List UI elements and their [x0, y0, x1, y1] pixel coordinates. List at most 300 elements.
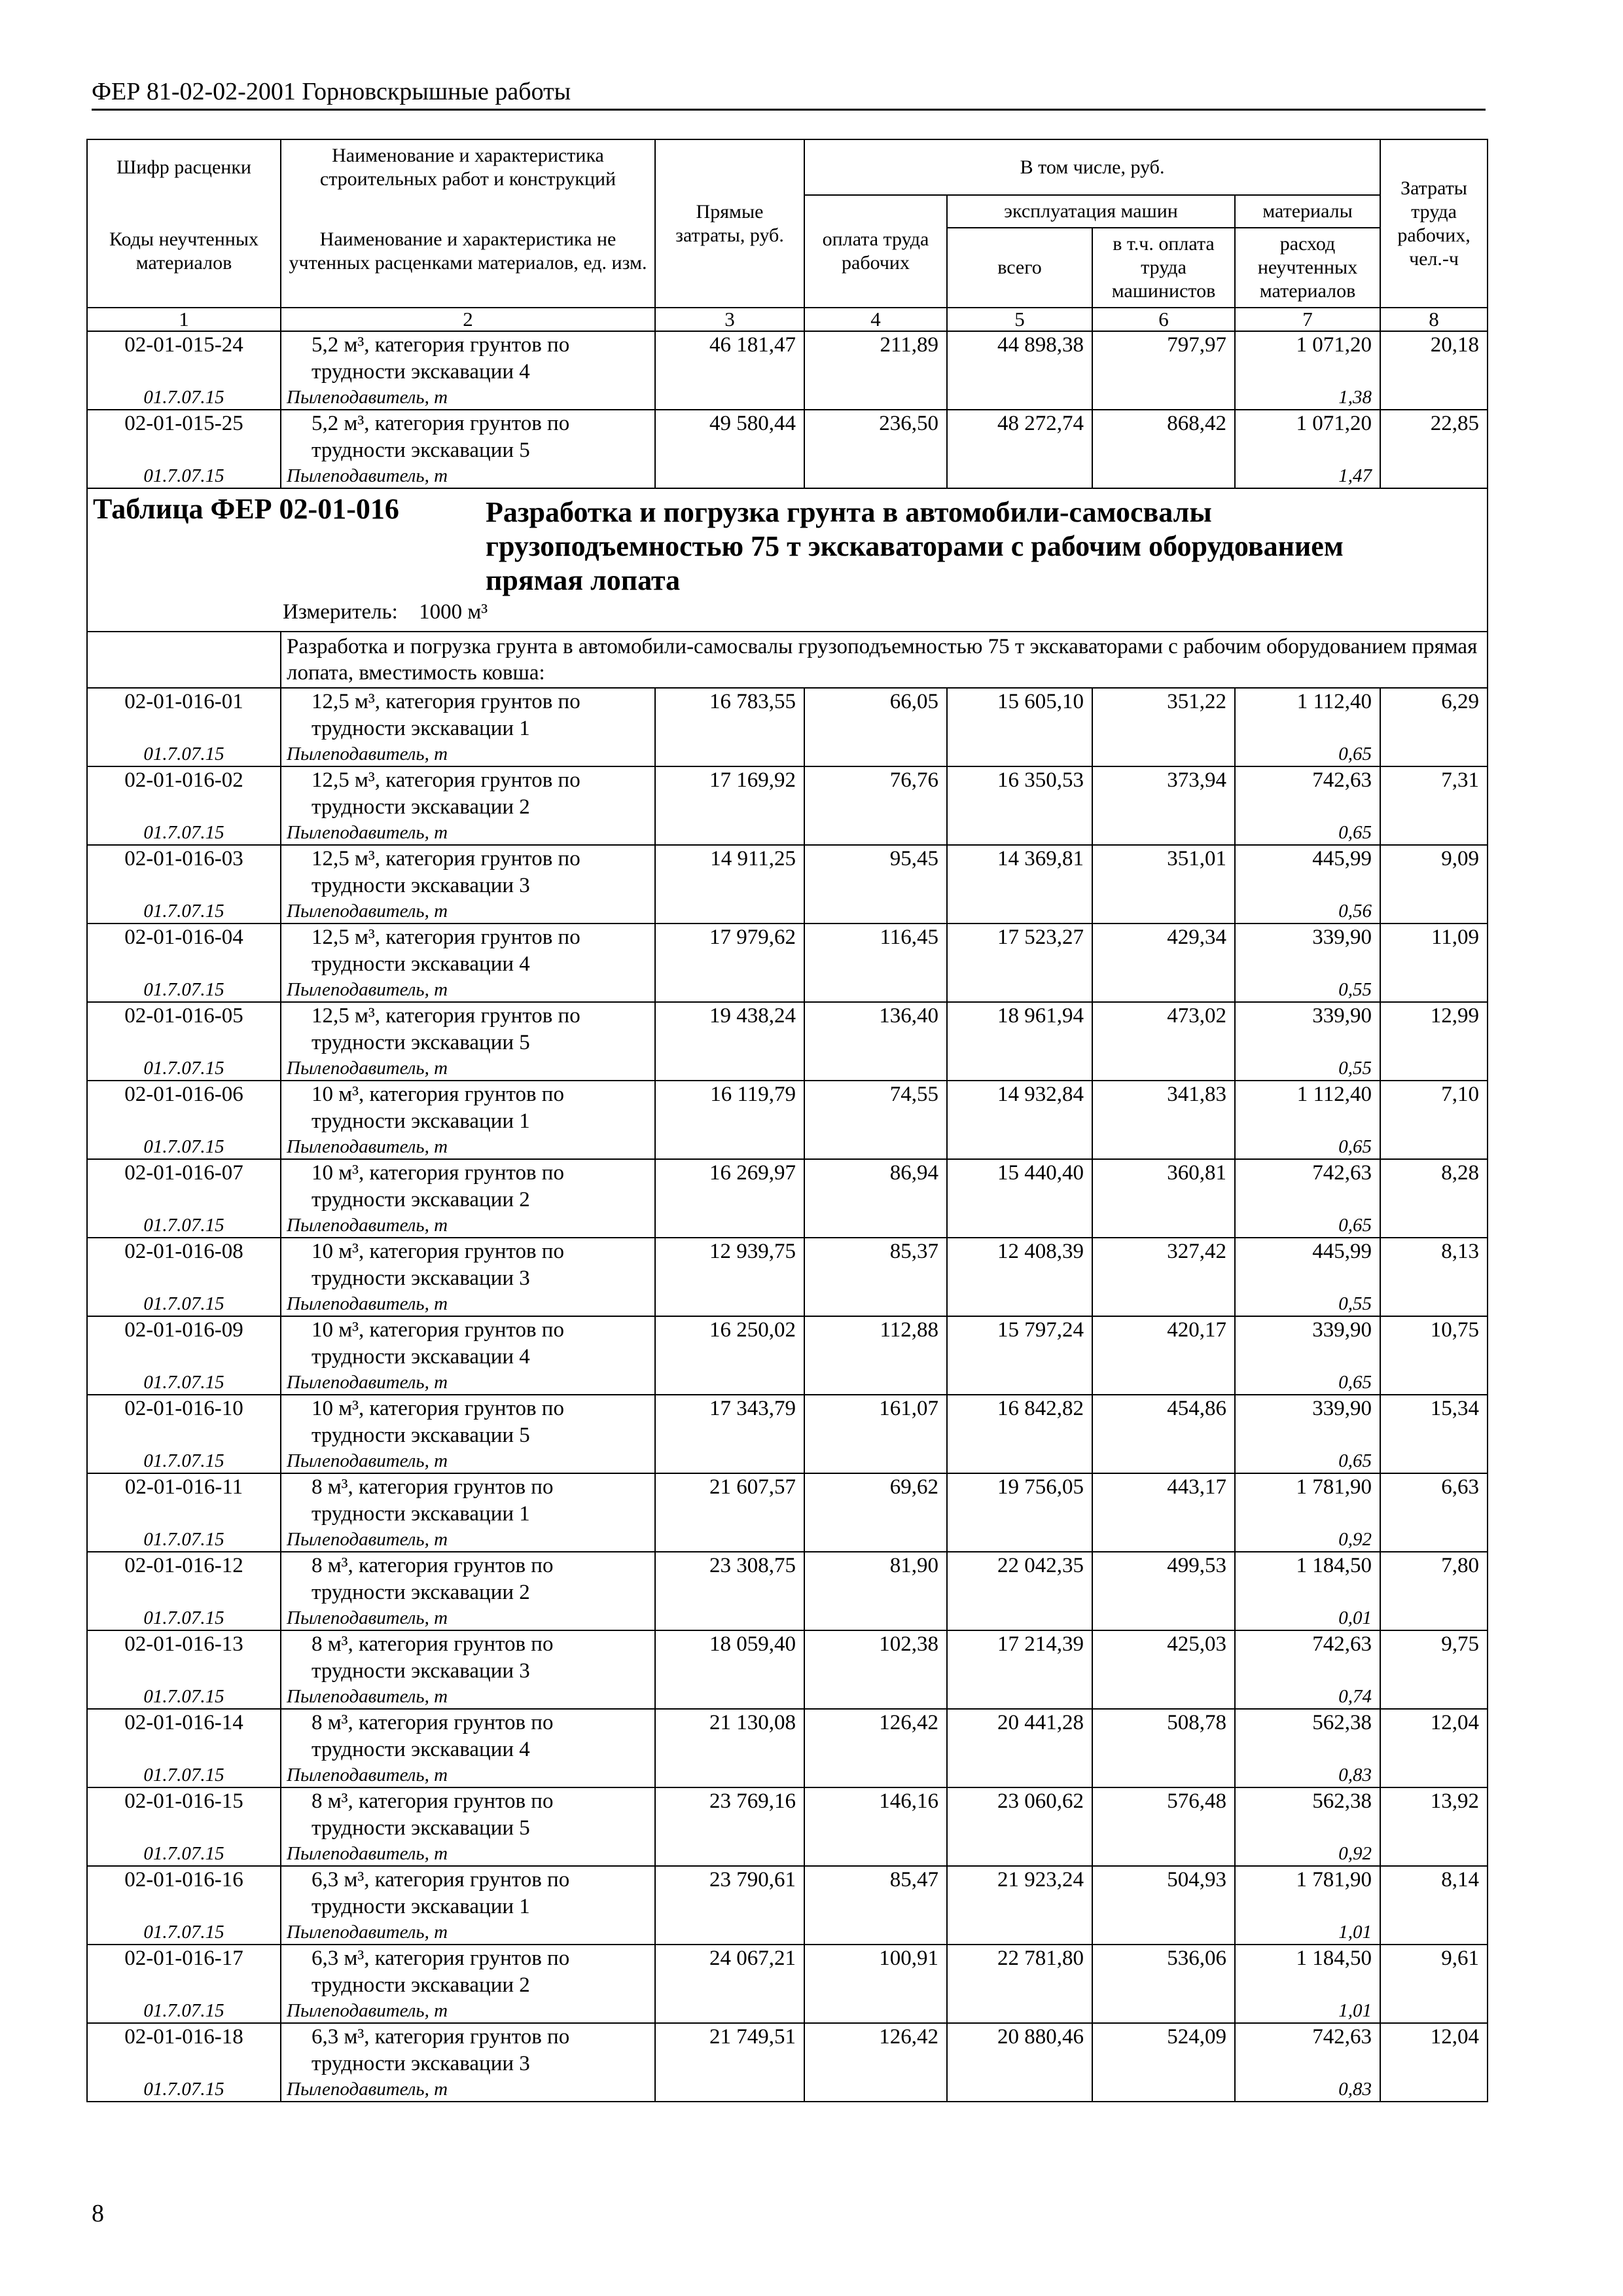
empty-cell	[1380, 1056, 1488, 1081]
empty-cell	[947, 1685, 1092, 1709]
group-description: Разработка и погрузка грунта в автомобили-самосвалы грузоподъемностью 75 т экскаваторами с рабочим оборудованием прямая лопата, вместимость ковша:	[281, 632, 1488, 688]
material-name: Пылеподавитель, т	[281, 1449, 655, 1473]
rate-name-line2: трудности экскавации 2	[312, 1581, 530, 1604]
direct-cost: 24 067,21	[655, 1945, 804, 1999]
empty-cell	[804, 1999, 947, 2023]
materials-cost: 1 781,90	[1235, 1473, 1380, 1528]
rate-name-line2: трудности экскавации 3	[312, 874, 530, 897]
material-code: 01.7.07.15	[87, 1842, 281, 1866]
machines-total: 15 797,24	[947, 1316, 1092, 1371]
col-number: 6	[1092, 308, 1235, 331]
empty-cell	[1380, 464, 1488, 488]
labor-pay: 100,91	[804, 1945, 947, 1999]
rate-name-line1: 12,5 м³, категория грунтов по	[312, 768, 580, 792]
empty-cell	[947, 1842, 1092, 1866]
material-row	[87, 1292, 1488, 1316]
header-labor-pay: оплата труда рабочих	[804, 195, 947, 308]
empty-cell	[1092, 1371, 1235, 1395]
material-qty: 0,01	[1235, 1606, 1380, 1630]
top-rows	[87, 331, 1488, 488]
empty-cell	[1092, 1135, 1235, 1159]
materials-cost: 742,63	[1235, 766, 1380, 821]
material-code: 01.7.07.15	[87, 1056, 281, 1081]
rate-code: 02-01-016-06	[87, 1081, 281, 1135]
machines-total: 22 042,35	[947, 1552, 1092, 1606]
direct-cost: 16 783,55	[655, 688, 804, 742]
direct-cost: 23 769,16	[655, 1787, 804, 1842]
empty-cell	[947, 1763, 1092, 1787]
machines-total: 15 605,10	[947, 688, 1092, 742]
empty-cell	[947, 464, 1092, 488]
empty-cell	[655, 464, 804, 488]
material-name: Пылеподавитель, т	[281, 899, 655, 924]
empty-cell	[804, 386, 947, 410]
header-labor-cost: Затраты труда рабочих, чел.-ч	[1380, 139, 1488, 308]
empty-cell	[1092, 1528, 1235, 1552]
machines-total: 20 441,28	[947, 1709, 1092, 1763]
material-name: Пылеподавитель, т	[281, 1213, 655, 1238]
material-row	[87, 1842, 1488, 1866]
material-name: Пылеподавитель, т	[281, 978, 655, 1002]
labor-hours: 6,29	[1380, 688, 1488, 742]
material-code: 01.7.07.15	[87, 1685, 281, 1709]
material-qty: 0,83	[1235, 2077, 1380, 2102]
materials-cost: 1 184,50	[1235, 1945, 1380, 1999]
table-header	[87, 139, 1488, 331]
empty-cell	[804, 978, 947, 1002]
section-number: Таблица ФЕР 02-01-016	[93, 493, 399, 525]
material-row	[87, 1213, 1488, 1238]
rate-name	[281, 1159, 655, 1213]
material-code: 01.7.07.15	[87, 1606, 281, 1630]
rate-name-line2: трудности экскавации 4	[312, 1345, 530, 1369]
material-name: Пылеподавитель, т	[281, 1371, 655, 1395]
machines-labor: 508,78	[1092, 1709, 1235, 1763]
labor-hours: 9,61	[1380, 1945, 1488, 1999]
materials-cost: 1 184,50	[1235, 1552, 1380, 1606]
rate-name-line1: 8 м³, категория грунтов по	[312, 1554, 554, 1577]
direct-cost: 18 059,40	[655, 1630, 804, 1685]
empty-cell	[655, 1292, 804, 1316]
machines-labor: 504,93	[1092, 1866, 1235, 1920]
rate-name-line2: трудности экскавации 4	[312, 360, 530, 384]
rate-name	[281, 331, 655, 386]
rate-name-line2: трудности экскавации 1	[312, 1502, 530, 1526]
empty-cell	[804, 1213, 947, 1238]
material-qty: 0,65	[1235, 1213, 1380, 1238]
empty-cell	[655, 1685, 804, 1709]
empty-cell	[655, 2077, 804, 2102]
material-row	[87, 1528, 1488, 1552]
empty-cell	[655, 899, 804, 924]
rate-code: 02-01-016-08	[87, 1238, 281, 1292]
empty-cell	[655, 978, 804, 1002]
machines-labor: 536,06	[1092, 1945, 1235, 1999]
empty-cell	[655, 1920, 804, 1945]
empty-cell	[804, 1606, 947, 1630]
rate-row	[87, 2023, 1488, 2077]
materials-cost: 1 071,20	[1235, 331, 1380, 386]
empty-cell	[804, 821, 947, 845]
empty-cell	[1092, 1920, 1235, 1945]
material-qty: 0,83	[1235, 1763, 1380, 1787]
labor-pay: 102,38	[804, 1630, 947, 1685]
machines-labor: 351,22	[1092, 688, 1235, 742]
materials-cost: 1 071,20	[1235, 410, 1380, 464]
material-qty: 0,65	[1235, 742, 1380, 766]
labor-hours: 10,75	[1380, 1316, 1488, 1371]
material-row	[87, 1763, 1488, 1787]
direct-cost: 21 607,57	[655, 1473, 804, 1528]
material-row	[87, 821, 1488, 845]
empty-cell	[655, 1763, 804, 1787]
machines-labor: 420,17	[1092, 1316, 1235, 1371]
rate-name-line2: трудности экскавации 5	[312, 1816, 530, 1840]
empty-cell	[655, 1135, 804, 1159]
materials-cost: 1 112,40	[1235, 688, 1380, 742]
labor-hours: 7,31	[1380, 766, 1488, 821]
empty-cell	[1092, 978, 1235, 1002]
material-name: Пылеподавитель, т	[281, 1135, 655, 1159]
rate-name-line1: 5,2 м³, категория грунтов по	[312, 412, 570, 435]
materials-cost: 1 112,40	[1235, 1081, 1380, 1135]
empty-cell	[1092, 1213, 1235, 1238]
empty-cell	[947, 1292, 1092, 1316]
empty-cell	[655, 1528, 804, 1552]
empty-cell	[1380, 1292, 1488, 1316]
header-name: Наименование и характеристика строительных работ и конструкций	[281, 139, 655, 195]
empty-cell	[1092, 1763, 1235, 1787]
labor-hours: 12,99	[1380, 1002, 1488, 1056]
machines-labor: 797,97	[1092, 331, 1235, 386]
empty-cell	[947, 1056, 1092, 1081]
labor-pay: 112,88	[804, 1316, 947, 1371]
labor-hours: 7,10	[1380, 1081, 1488, 1135]
empty-cell	[1092, 2077, 1235, 2102]
empty-cell	[947, 1213, 1092, 1238]
rate-row	[87, 1945, 1488, 1999]
materials-cost: 339,90	[1235, 1002, 1380, 1056]
empty-cell	[804, 1135, 947, 1159]
rate-row	[87, 1630, 1488, 1685]
rate-name-line2: трудности экскавации 2	[312, 1973, 530, 1997]
machines-labor: 341,83	[1092, 1081, 1235, 1135]
material-name: Пылеподавитель, т	[281, 1999, 655, 2023]
labor-pay: 66,05	[804, 688, 947, 742]
rate-code: 02-01-016-13	[87, 1630, 281, 1685]
meter-label: Измеритель:	[283, 600, 398, 624]
empty-cell	[1092, 1056, 1235, 1081]
material-row	[87, 464, 1488, 488]
rate-row	[87, 1238, 1488, 1292]
empty-cell	[804, 899, 947, 924]
empty-cell	[1380, 1763, 1488, 1787]
materials-cost: 339,90	[1235, 1316, 1380, 1371]
machines-labor: 360,81	[1092, 1159, 1235, 1213]
header-rule	[92, 109, 1486, 111]
empty-cell	[655, 1449, 804, 1473]
material-code: 01.7.07.15	[87, 386, 281, 410]
col-number: 7	[1235, 308, 1380, 331]
rate-name-line1: 6,3 м³, категория грунтов по	[312, 1868, 570, 1892]
empty-cell	[1092, 1606, 1235, 1630]
labor-pay: 146,16	[804, 1787, 947, 1842]
material-row	[87, 1685, 1488, 1709]
rate-name	[281, 1630, 655, 1685]
rate-row	[87, 1159, 1488, 1213]
empty-cell	[655, 742, 804, 766]
header-code-materials: Коды неучтенных материалов	[87, 195, 281, 308]
rate-name	[281, 924, 655, 978]
empty-cell	[1380, 1528, 1488, 1552]
labor-hours: 22,85	[1380, 410, 1488, 464]
labor-hours: 20,18	[1380, 331, 1488, 386]
rate-code: 02-01-016-16	[87, 1866, 281, 1920]
rate-row	[87, 845, 1488, 899]
rate-row	[87, 688, 1488, 742]
rate-name	[281, 1709, 655, 1763]
labor-pay: 211,89	[804, 331, 947, 386]
empty-cell	[655, 1999, 804, 2023]
labor-hours: 15,34	[1380, 1395, 1488, 1449]
material-name: Пылеподавитель, т	[281, 821, 655, 845]
direct-cost: 17 169,92	[655, 766, 804, 821]
col-number: 4	[804, 308, 947, 331]
empty-cell	[947, 1920, 1092, 1945]
rate-code: 02-01-016-05	[87, 1002, 281, 1056]
empty-cell	[804, 1842, 947, 1866]
machines-labor: 327,42	[1092, 1238, 1235, 1292]
header-machines: эксплуатация машин	[947, 195, 1235, 228]
labor-hours: 8,14	[1380, 1866, 1488, 1920]
header-incl: В том числе, руб.	[804, 139, 1380, 195]
rate-name-line1: 6,3 м³, категория грунтов по	[312, 2025, 570, 2049]
rate-name	[281, 1316, 655, 1371]
material-row	[87, 1999, 1488, 2023]
material-row	[87, 1449, 1488, 1473]
rate-name	[281, 1238, 655, 1292]
empty-cell	[1092, 742, 1235, 766]
labor-pay: 161,07	[804, 1395, 947, 1449]
empty-cell	[1380, 1371, 1488, 1395]
rate-row	[87, 766, 1488, 821]
rate-name	[281, 2023, 655, 2077]
empty-cell	[804, 1371, 947, 1395]
rate-code: 02-01-016-11	[87, 1473, 281, 1528]
section-header	[87, 488, 1488, 688]
material-code: 01.7.07.15	[87, 899, 281, 924]
labor-pay: 69,62	[804, 1473, 947, 1528]
empty-cell	[804, 1763, 947, 1787]
direct-cost: 21 130,08	[655, 1709, 804, 1763]
rate-code: 02-01-016-15	[87, 1787, 281, 1842]
machines-total: 14 369,81	[947, 845, 1092, 899]
materials-cost: 339,90	[1235, 924, 1380, 978]
direct-cost: 46 181,47	[655, 331, 804, 386]
empty-cell	[655, 1371, 804, 1395]
rate-row	[87, 1473, 1488, 1528]
rate-row	[87, 1787, 1488, 1842]
rate-row	[87, 1081, 1488, 1135]
direct-cost: 23 308,75	[655, 1552, 804, 1606]
empty-cell	[655, 1213, 804, 1238]
empty-cell	[947, 821, 1092, 845]
rate-name-line1: 5,2 м³, категория грунтов по	[312, 333, 570, 357]
empty-cell	[1380, 1842, 1488, 1866]
header-materials: материалы	[1235, 195, 1380, 228]
empty-cell	[804, 2077, 947, 2102]
material-name: Пылеподавитель, т	[281, 464, 655, 488]
labor-hours: 9,09	[1380, 845, 1488, 899]
material-code: 01.7.07.15	[87, 464, 281, 488]
rate-code: 02-01-016-10	[87, 1395, 281, 1449]
header-materials-sub: расход неучтенных материалов	[1235, 228, 1380, 308]
labor-hours: 13,92	[1380, 1787, 1488, 1842]
rate-row	[87, 1395, 1488, 1449]
material-name: Пылеподавитель, т	[281, 2077, 655, 2102]
machines-total: 48 272,74	[947, 410, 1092, 464]
machines-total: 21 923,24	[947, 1866, 1092, 1920]
material-name: Пылеподавитель, т	[281, 1528, 655, 1552]
empty-cell	[1380, 1920, 1488, 1945]
material-code: 01.7.07.15	[87, 978, 281, 1002]
material-row	[87, 386, 1488, 410]
machines-labor: 576,48	[1092, 1787, 1235, 1842]
rate-name-line1: 10 м³, категория грунтов по	[312, 1240, 564, 1263]
empty-cell	[1380, 386, 1488, 410]
section-title: Разработка и погрузка грунта в автомобили-самосвалы грузоподъемностью 75 т экскаваторами с рабочим оборудованием прямая лопата	[486, 496, 1344, 596]
labor-hours: 8,28	[1380, 1159, 1488, 1213]
material-row	[87, 1056, 1488, 1081]
rate-name-line1: 10 м³, категория грунтов по	[312, 1397, 564, 1420]
material-qty: 1,38	[1235, 386, 1380, 410]
header-machines-incl: в т.ч. оплата труда машинистов	[1092, 228, 1235, 308]
header-code: Шифр расценки	[87, 139, 281, 195]
rate-row	[87, 1866, 1488, 1920]
empty-cell	[804, 464, 947, 488]
empty-cell	[655, 1606, 804, 1630]
machines-labor: 373,94	[1092, 766, 1235, 821]
rate-code: 02-01-016-04	[87, 924, 281, 978]
material-row	[87, 1606, 1488, 1630]
empty-cell	[1092, 1449, 1235, 1473]
material-name: Пылеподавитель, т	[281, 1606, 655, 1630]
empty-cell	[804, 1449, 947, 1473]
machines-total: 17 214,39	[947, 1630, 1092, 1685]
rate-row	[87, 1002, 1488, 1056]
empty-cell	[1092, 1292, 1235, 1316]
empty-cell	[1380, 1999, 1488, 2023]
rate-name-line2: трудности экскавации 2	[312, 795, 530, 819]
empty-cell	[1092, 821, 1235, 845]
material-row	[87, 1920, 1488, 1945]
rate-name-line2: трудности экскавации 1	[312, 1895, 530, 1918]
rate-name-line2: трудности экскавации 5	[312, 439, 530, 462]
rate-name	[281, 1395, 655, 1449]
materials-cost: 562,38	[1235, 1709, 1380, 1763]
labor-pay: 136,40	[804, 1002, 947, 1056]
empty-cell	[947, 1449, 1092, 1473]
rate-code: 02-01-015-25	[87, 410, 281, 464]
labor-hours: 12,04	[1380, 1709, 1488, 1763]
material-qty: 0,55	[1235, 978, 1380, 1002]
machines-total: 17 523,27	[947, 924, 1092, 978]
rate-name	[281, 1002, 655, 1056]
col-number: 1	[87, 308, 281, 331]
rate-code: 02-01-016-01	[87, 688, 281, 742]
rate-code: 02-01-016-17	[87, 1945, 281, 1999]
machines-total: 14 932,84	[947, 1081, 1092, 1135]
empty-cell	[1092, 899, 1235, 924]
rate-name-line1: 8 м³, категория грунтов по	[312, 1475, 554, 1499]
rate-name-line2: трудности экскавации 3	[312, 1659, 530, 1683]
empty-cell	[947, 1371, 1092, 1395]
material-code: 01.7.07.15	[87, 1213, 281, 1238]
materials-cost: 742,63	[1235, 1630, 1380, 1685]
empty-cell	[655, 1056, 804, 1081]
empty-cell	[947, 1135, 1092, 1159]
empty-cell	[947, 742, 1092, 766]
rate-name-line1: 12,5 м³, категория грунтов по	[312, 925, 580, 949]
col-number: 8	[1380, 308, 1488, 331]
labor-hours: 6,63	[1380, 1473, 1488, 1528]
material-code: 01.7.07.15	[87, 1999, 281, 2023]
machines-total: 16 350,53	[947, 766, 1092, 821]
labor-pay: 86,94	[804, 1159, 947, 1213]
materials-cost: 445,99	[1235, 845, 1380, 899]
page-number: 8	[92, 2200, 104, 2227]
rate-name-line1: 10 м³, категория грунтов по	[312, 1083, 564, 1106]
labor-pay: 126,42	[804, 1709, 947, 1763]
material-qty: 0,65	[1235, 1371, 1380, 1395]
labor-pay: 85,37	[804, 1238, 947, 1292]
rate-code: 02-01-016-07	[87, 1159, 281, 1213]
rate-name-line2: трудности экскавации 3	[312, 2052, 530, 2075]
rate-name-line2: трудности экскавации 4	[312, 952, 530, 976]
machines-labor: 351,01	[1092, 845, 1235, 899]
rate-name	[281, 766, 655, 821]
empty-cell	[1380, 1606, 1488, 1630]
empty-cell	[655, 821, 804, 845]
empty-cell	[1092, 464, 1235, 488]
rate-code: 02-01-016-18	[87, 2023, 281, 2077]
empty-cell	[1092, 1842, 1235, 1866]
machines-labor: 473,02	[1092, 1002, 1235, 1056]
rate-name-line1: 8 м³, категория грунтов по	[312, 1632, 554, 1656]
material-row	[87, 742, 1488, 766]
empty-cell	[1092, 386, 1235, 410]
rate-code: 02-01-016-02	[87, 766, 281, 821]
materials-cost: 339,90	[1235, 1395, 1380, 1449]
direct-cost: 17 343,79	[655, 1395, 804, 1449]
material-code: 01.7.07.15	[87, 1763, 281, 1787]
rates-table	[86, 139, 1488, 2102]
rate-code: 02-01-016-09	[87, 1316, 281, 1371]
labor-pay: 236,50	[804, 410, 947, 464]
rate-row	[87, 1709, 1488, 1763]
rate-name	[281, 688, 655, 742]
empty-cell	[1380, 742, 1488, 766]
materials-cost: 1 781,90	[1235, 1866, 1380, 1920]
rate-row	[87, 1316, 1488, 1371]
rate-name-line1: 8 м³, категория грунтов по	[312, 1789, 554, 1813]
material-code: 01.7.07.15	[87, 2077, 281, 2102]
rate-name-line1: 8 м³, категория грунтов по	[312, 1711, 554, 1734]
material-qty: 0,74	[1235, 1685, 1380, 1709]
empty-cell	[947, 899, 1092, 924]
labor-pay: 85,47	[804, 1866, 947, 1920]
labor-pay: 95,45	[804, 845, 947, 899]
